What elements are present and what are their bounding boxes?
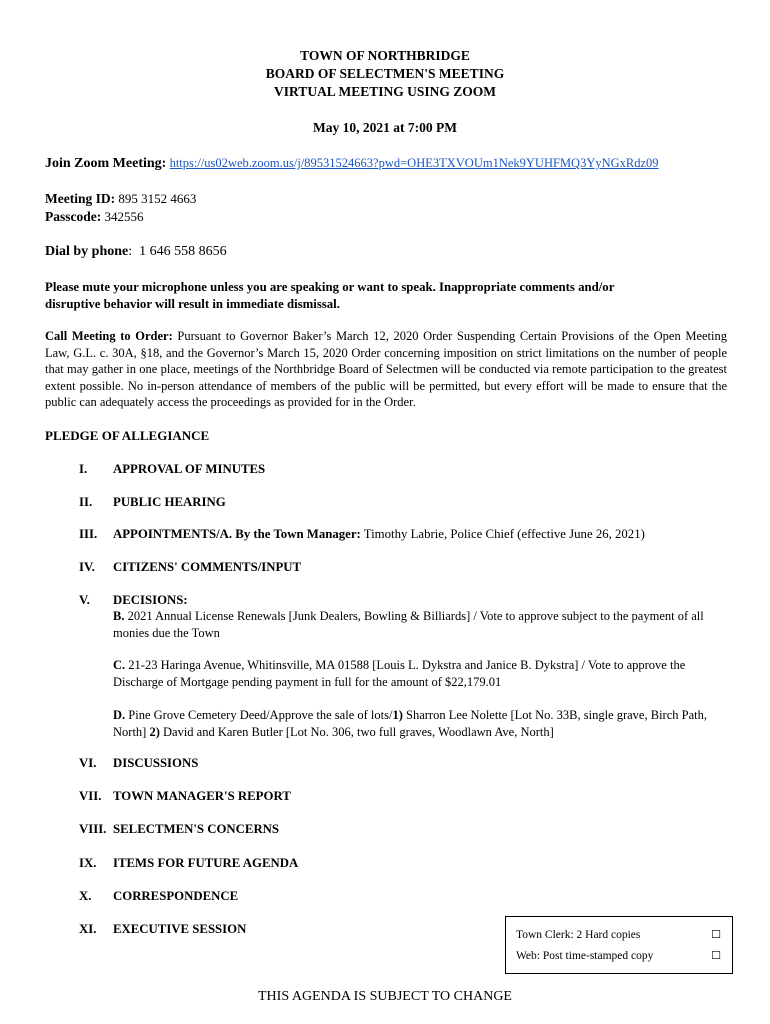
meeting-name: BOARD OF SELECTMEN'S MEETING <box>265 66 505 81</box>
decision-b: B. 2021 Annual License Renewals [Junk Dealers, Bowling & Billiards] / Vote to approve subject to the payment of all monies due the Town <box>113 609 704 640</box>
meeting-type: VIRTUAL MEETING USING ZOOM <box>274 84 496 99</box>
zoom-join-label: Join Zoom Meeting: <box>45 156 167 171</box>
pledge-heading: PLEDGE OF ALLEGIANCE <box>45 428 210 443</box>
zoom-meeting-link[interactable]: https://us02web.zoom.us/j/89531524663?pwd=OHE3TXVOUm1Nek9YUHFMQ3YyNGxRdz09 <box>169 156 659 170</box>
notice-line-2: disruptive behavior will result in immediate dismissal. <box>45 297 340 311</box>
meeting-date: May 10, 2021 at 7:00 PM <box>313 120 457 135</box>
meeting-id-value: 895 3152 4663 <box>118 191 197 206</box>
web-label: Web: Post time-stamped copy <box>516 950 654 962</box>
passcode-label: Passcode: <box>45 209 102 224</box>
notice-line-1: Please mute your microphone unless you are speaking or want to speak. Inappropriate comments and/or <box>45 280 615 294</box>
document-header <box>0 47 770 101</box>
call-to-order-label: Call Meeting to Order: <box>45 329 173 343</box>
clerk-label: Town Clerk: 2 Hard copies <box>516 929 641 941</box>
dial-line: Dial by phone: 1 646 558 8656 <box>45 244 227 259</box>
meeting-id-label: Meeting ID: <box>45 191 116 206</box>
clerk-checkbox[interactable]: ☐ <box>711 928 721 941</box>
call-to-order-text: Pursuant to Governor Baker’s March 12, 2020 Order Suspending Certain Provisions of the Open Meeting Law, G.L. c. 30A, §18, and the Governor’s March 15, 2020 Order concerning imposition on strict limitations on the number of people that may gather in one place, meetings of the Northbridge Board of Selectmen will be conducted via remote participation to the greatest extent possible. No in-person attendance of members of the public will be permitted, but every effort will be made to ensure that the public can adequately access the proceedings as provided for in the Order. <box>45 329 727 409</box>
meeting-id-line <box>45 190 196 207</box>
dial-number: 1 646 558 8656 <box>139 244 227 259</box>
agenda-footer: THIS AGENDA IS SUBJECT TO CHANGE <box>258 989 512 1004</box>
agenda-page: TOWN OF NORTHBRIDGE BOARD OF SELECTMEN'S MEETING VIRTUAL MEETING USING ZOOM May 10, 2021 at 7:00 PM Join Zoom Meeting: https://us02web.zoom.us/j/89531524663?pwd=OHE3TXVOUm1Nek9YUHFMQ3YyNGxRdz09 Meeting ID: 895 3152 4663 Passcode: 342556 Dial by phone: 1 646 558 8656 Please mute your microphone unless you are speaking or want to speak. Inappropriate comments and/or disruptive behavior will result in immediate dismissal. Call Meeting to Order: Pursuant to Governor Baker’s March 12, 2020 Order Suspending Certain Provisions of the Open Meeting Law, G.L. c. 30A, §18, and the Governor’s March 15, 2020 Order concerning imposition on strict limitations on the number of people that may gather in one place, meetings of the Northbridge Board of Selectmen will be conducted via remote participation to the greatest extent possible. No in-person attendance of members of the public will be permitted, but every effort will be made to ensure that the public can adequately access the proceedings as provided for in the Order. PLEDGE OF ALLEGIANCE I. APPROVAL OF MINUTES II. PUBLIC HEARING III. APPOINTMENTS/A. By the Town Manager: Timothy Labrie, Police Chief (effective June 26, 2021) IV. CITIZENS' COMMENTS/INPUT V. DECISIONS: B. 2021 Annual License Renewals [Junk Dealers, Bowling & Billiards] / Vote to approve subject to the payment of all monies due the Town C. 21-23 Haringa Avenue, Whitinsville, MA 01588 [Louis L. Dykstra and Janice B. Dykstra] / Vote to approve the Discharge of Mortgage pending payment in full for the amount of $22,179.01 D. Pine Grove Cemetery Deed/Approve the sale of lots/1) Sharron Lee Nolette [Lot No. 33B, single grave, Birch Path, North] 2) David and Karen Butler [Lot No. 306, two full graves, Woodlawn Ave, North] VI. DISCUSSIONS VII. TOWN MANAGER'S REPORT VIII. SELECTMEN'S CONCERNS IX. ITEMS FOR FUTURE AGENDA X. CORRESPONDENCE XI. EXECUTIVE SESSION Town Clerk: 2 Hard copies ☐ Web: Post time-stamped copy ☐ THIS AGENDA IS SUBJECT TO CHANGE <box>0 0 770 1024</box>
decision-d: D. Pine Grove Cemetery Deed/Approve the sale of lots/1) Sharron Lee Nolette [Lot No. 33B, single grave, Birch Path, North] 2) David and Karen Butler [Lot No. 306, two full graves, Woodlawn Ave, North] <box>113 708 707 739</box>
call-to-order-paragraph <box>45 328 727 411</box>
web-checkbox[interactable]: ☐ <box>711 949 721 962</box>
passcode-value: 342556 <box>104 209 144 224</box>
dial-label: Dial by phone <box>45 244 129 259</box>
town-name: TOWN OF NORTHBRIDGE <box>300 48 470 63</box>
decision-c: C. 21-23 Haringa Avenue, Whitinsville, MA 01588 [Louis L. Dykstra and Janice B. Dykstra] / Vote to approve the Discharge of Mortgage pending payment in full for the amount of $22,179.01 <box>113 658 686 689</box>
distribution-box <box>505 916 733 974</box>
zoom-join-line <box>45 154 659 172</box>
passcode-line <box>45 208 144 225</box>
